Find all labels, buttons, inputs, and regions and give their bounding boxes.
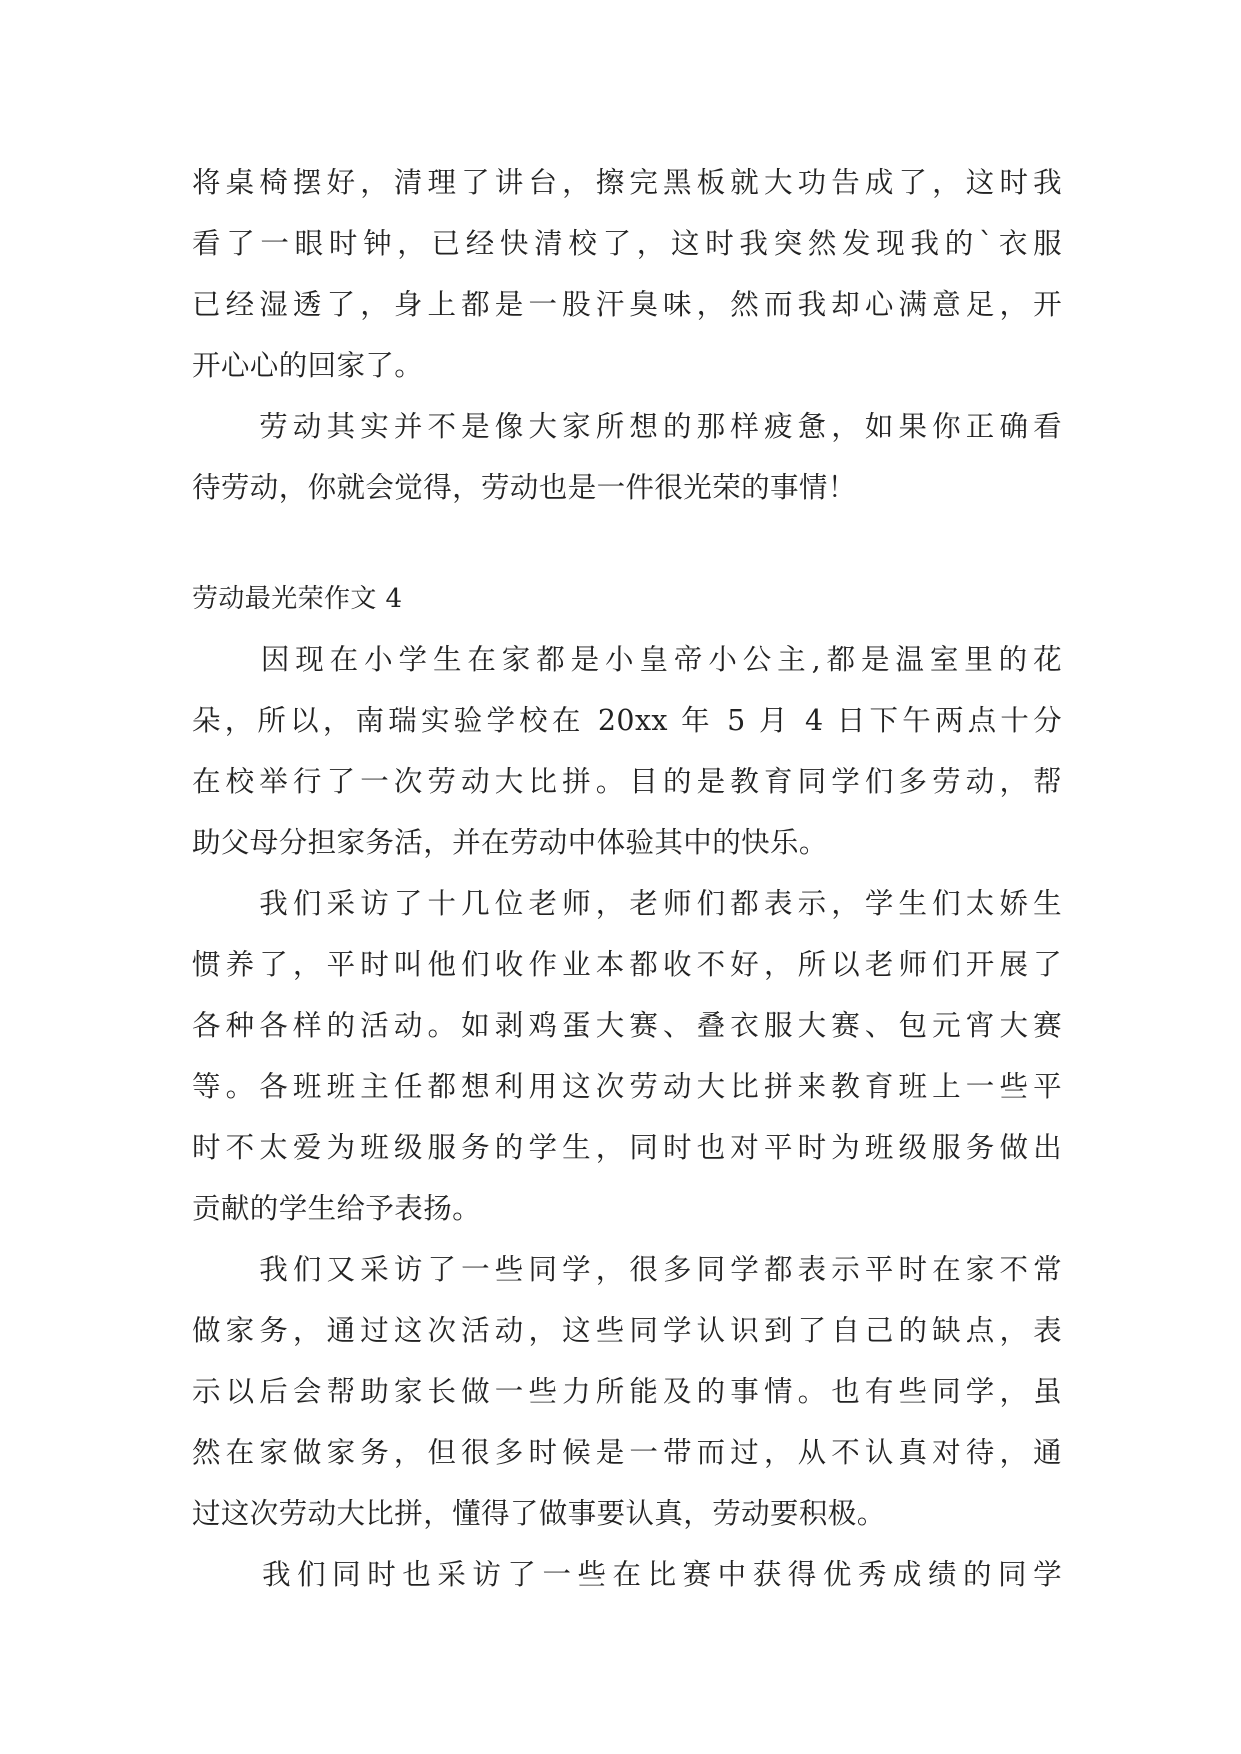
text-line: 做家务，通过这次活动，这些同学认识到了自己的缺点，表 [192, 1314, 1062, 1347]
text-line: 各种各样的活动。如剥鸡蛋大赛、叠衣服大赛、包元宵大赛 [192, 1009, 1062, 1042]
section-heading: 劳动最光荣作文 4 [192, 584, 403, 614]
text-line: 我们同时也采访了一些在比赛中获得优秀成绩的同学 [192, 1558, 1062, 1591]
text-line: 示以后会帮助家长做一些力所能及的事情。也有些同学，虽 [192, 1375, 1062, 1408]
text-line: 惯养了，平时叫他们收作业本都收不好，所以老师们开展了 [192, 948, 1062, 981]
text-line: 看了一眼时钟，已经快清校了，这时我突然发现我的`衣服 [192, 227, 1062, 260]
text-line: 将桌椅摆好，清理了讲台，擦完黑板就大功告成了，这时我 [192, 166, 1062, 199]
text-line: 等。各班班主任都想利用这次劳动大比拼来教育班上一些平 [192, 1070, 1062, 1103]
text-line: 劳动其实并不是像大家所想的那样疲惫，如果你正确看 [192, 410, 1062, 443]
text-line: 我们又采访了一些同学，很多同学都表示平时在家不常 [192, 1253, 1062, 1286]
text-line: 朵，所以，南瑞实验学校在 20xx 年 5 月 4 日下午两点十分 [192, 704, 1062, 737]
text-line: 过这次劳动大比拼，懂得了做事要认真，劳动要积极。 [192, 1497, 886, 1530]
text-line: 时不太爱为班级服务的学生，同时也对平时为班级服务做出 [192, 1131, 1062, 1164]
text-line: 贡献的学生给予表扬。 [192, 1192, 482, 1225]
text-line: 然在家做家务，但很多时候是一带而过，从不认真对待，通 [192, 1436, 1062, 1469]
text-line: 我们采访了十几位老师，老师们都表示，学生们太娇生 [192, 887, 1062, 920]
text-line: 已经湿透了，身上都是一股汗臭味，然而我却心满意足，开 [192, 288, 1062, 321]
text-line: 因现在小学生在家都是小皇帝小公主,都是温室里的花 [192, 643, 1062, 676]
text-line: 开心心的回家了。 [192, 349, 424, 382]
text-line: 待劳动，你就会觉得，劳动也是一件很光荣的事情！ [192, 471, 857, 504]
text-line: 在校举行了一次劳动大比拼。目的是教育同学们多劳动，帮 [192, 765, 1062, 798]
text-line: 助父母分担家务活，并在劳动中体验其中的快乐。 [192, 826, 828, 859]
